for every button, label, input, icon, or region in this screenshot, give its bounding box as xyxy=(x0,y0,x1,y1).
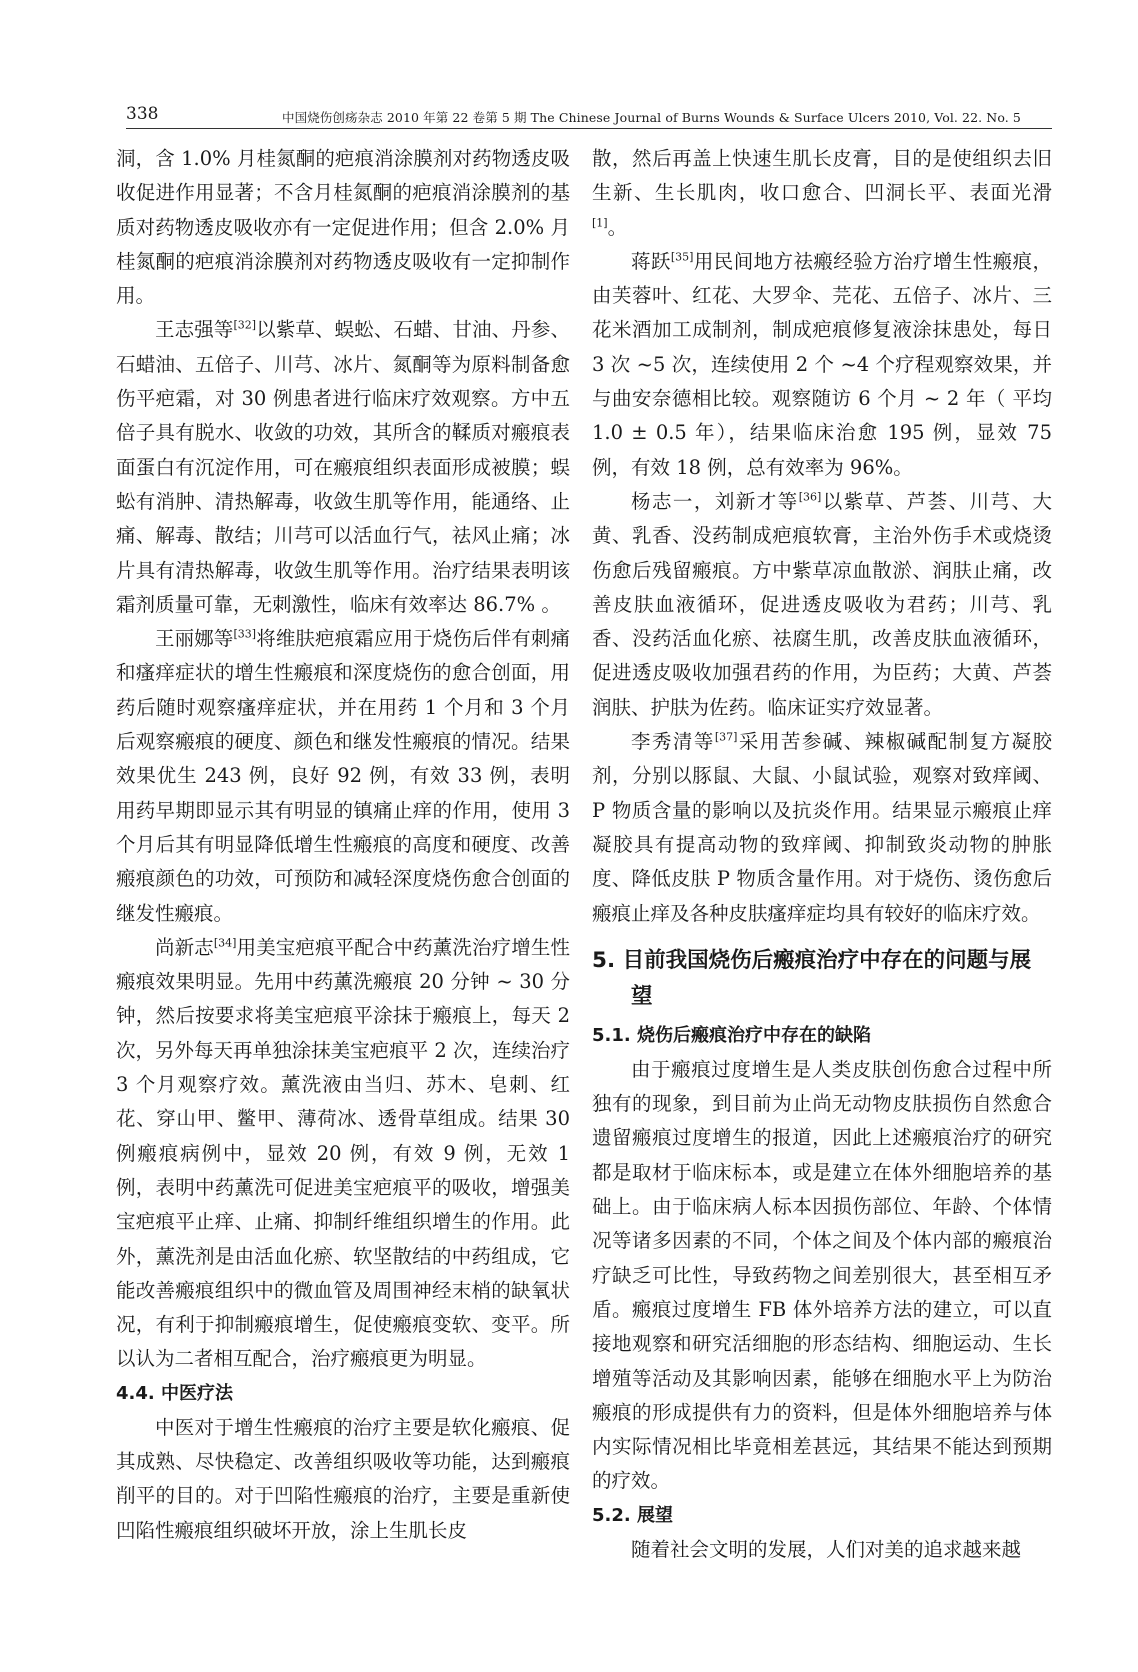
citation: [1] xyxy=(592,216,608,230)
citation: [33] xyxy=(233,627,257,641)
paragraph xyxy=(116,622,570,931)
text-run: 以紫草、芦荟、川芎、大黄、乳香、没药制成疤痕软膏，主治外伤手术或烧烫伤愈后残留瘢痕。方中紫草凉血散淤、润肤止痛，改善皮肤血液循环，促进透皮吸收为君药；川芎、乳香、没药活血化瘀、祛腐生肌，改善皮肤血液循环，促进透皮吸收加强君药的作用，为臣药；大黄、芦荟润肤、护肤为佐药。临床证实疗效显著。 xyxy=(592,489,1052,719)
paragraph xyxy=(592,142,1052,245)
paragraph xyxy=(592,725,1052,931)
paragraph: 随着社会文明的发展，人们对美的追求越来越 xyxy=(631,1537,1022,1561)
paragraph xyxy=(116,313,570,622)
running-header: 中国烧伤创疡杂志 2010 年第 22 卷第 5 期 The Chinese Journal of Burns Wounds & Surface Ulcers 2010, Vol. 22. No. 5 xyxy=(282,110,1021,125)
text-run: 以紫草、蜈蚣、石蜡、甘油、丹参、石蜡油、五倍子、川芎、冰片、氮酮等为原料制备愈伤平疤霜，对 30 例患者进行临床疗效观察。方中五倍子具有脱水、收敛的功效，其所含的鞣质对瘢痕表面蛋白有沉淀作用，可在瘢痕组织表面形成被膜；蜈蚣有消肿、清热解毒，收敛生肌等作用，能通络、止痛、解毒、散结；川芎可以活血行气，祛风止痛；冰片具有清热解毒，收敛生肌等作用。治疗结果表明该霜剂质量可靠，无刺激性，临床有效率达 86.7% 。 xyxy=(116,318,570,616)
text-run: 将维肤疤痕霜应用于烧伤后伴有刺痛和瘙痒症状的增生性瘢痕和深度烧伤的愈合创面，用药后随时观察瘙痒症状，并在用药 1 个月和 3 个月后观察瘢痕的硬度、颜色和继发性瘢痕的情况。结果效果优生 243 例，良好 92 例，有效 33 例，表明用药早期即显示其有明显的镇痛止痒的作用，使用 3 个月后其有明显降低增生性瘢痕的高度和硬度、改善瘢痕颜色的功效，可预防和减轻深度烧伤愈合创面的继发性瘢痕。 xyxy=(116,627,570,925)
text-run: 用民间地方祛瘢经验方治疗增生性瘢痕，由芙蓉叶、红花、大罗伞、芫花、五倍子、冰片、三花米酒加工成制剂，制成疤痕修复液涂抹患处，每日 3 次 ~5 次，连续使用 2 个 ~4 个疗程观察效果，并与曲安奈德相比较。观察随访 6 个月 ~ 2 年（ 平均 1.0 ± 0.5 年），结果临床治愈 195 例，显效 75 例，有效 18 例，总有效率为 96%。 xyxy=(592,249,1052,479)
text-run: 尚新志 xyxy=(155,935,214,959)
paragraph xyxy=(116,931,570,1377)
subsection-heading: 5.1. 烧伤后瘢痕治疗中存在的缺陷 xyxy=(592,1024,871,1046)
citation: [37] xyxy=(714,730,738,744)
paragraph: 中医对于增生性瘢痕的治疗主要是软化瘢痕、促其成熟、尽快稳定、改善组织吸收等功能，达到瘢痕削平的目的。对于凹陷性瘢痕的治疗，主要是重新使凹陷性瘢痕组织破坏开放，涂上生肌长皮 xyxy=(116,1415,570,1542)
section-heading: 5. 目前我国烧伤后瘢痕治疗中存在的问题与展望 xyxy=(592,947,1032,1009)
page-number: 338 xyxy=(126,104,159,124)
text-run: 。 xyxy=(607,215,628,239)
citation: [35] xyxy=(670,250,694,264)
paragraph: 由于瘢痕过度增生是人类皮肤创伤愈合过程中所独有的现象，到目前为止尚无动物皮肤损伤自然愈合遗留瘢痕过度增生的报道，因此上述瘢痕治疗的研究都是取材于临床标本，或是建立在体外细胞培养的基础上。由于临床病人标本因损伤部位、年龄、个体情况等诸多因素的不同，个体之间及个体内部的瘢痕治疗缺乏可比性，导致药物之间差别很大，甚至相互矛盾。瘢痕过度增生 FB 体外培养方法的建立，可以直接地观察和研究活细胞的形态结构、细胞运动、生长增殖等活动及其影响因素，能够在细胞水平上为防治瘢痕的形成提供有力的资料，但是体外细胞培养与体内实际情况相比毕竟相差甚远，其结果不能达到预期的疗效。 xyxy=(592,1057,1052,1493)
text-run: 用美宝疤痕平配合中药薰洗治疗增生性瘢痕效果明显。先用中药薰洗瘢痕 20 分钟 ~ 30 分钟，然后按要求将美宝疤痕平涂抹于瘢痕上，每天 2 次，另外每天再单独涂抹美宝疤痕平 2 次，连续治疗 3 个月观察疗效。薰洗液由当归、苏木、皂刺、红花、穿山甲、鳖甲、薄荷冰、透骨草组成。结果 30 例瘢痕病例中，显效 20 例，有效 9 例，无效 1 例，表明中药薰洗可促进美宝疤痕平的吸收，增强美宝疤痕平止痒、止痛、抑制纤维组织增生的作用。此外，薰洗剂是由活血化瘀、软坚散结的中药组成，它能改善瘢痕组织中的微血管及周围神经末梢的缺氧状况，有利于抑制瘢痕增生，促使瘢痕变软、变平。所以认为二者相互配合，治疗瘢痕更为明显。 xyxy=(116,935,570,1371)
text-run: 杨志一，刘新才等 xyxy=(631,489,799,513)
citation: [36] xyxy=(798,490,822,504)
header-rule xyxy=(126,128,1052,129)
text-run: 采用苦参碱、辣椒碱配制复方凝胶剂，分别以豚鼠、大鼠、小鼠试验，观察对致痒阈、P 物质含量的影响以及抗炎作用。结果显示瘢痕止痒凝胶具有提高动物的致痒阈、抑制致炎动物的肿胀度、降低皮肤 P 物质含量作用。对于烧伤、烫伤愈后瘢痕止痒及各种皮肤瘙痒症均具有较好的临床疗效。 xyxy=(592,730,1052,925)
right-column xyxy=(592,142,1052,1567)
text-run: 李秀清等 xyxy=(631,730,715,754)
paragraph: 洞，含 1.0% 月桂氮酮的疤痕消涂膜剂对药物透皮吸收促进作用显著；不含月桂氮酮的疤痕消涂膜剂的基质对药物透皮吸收亦有一定促进作用；但含 2.0% 月桂氮酮的疤痕消涂膜剂对药物透皮吸收有一定抑制作用。 xyxy=(116,147,570,308)
paragraph xyxy=(592,245,1052,485)
left-column xyxy=(116,142,570,1548)
text-run: 蒋跃 xyxy=(631,249,671,273)
citation: [34] xyxy=(213,936,237,950)
text-run: 散，然后再盖上快速生肌长皮膏，目的是使组织去旧生新、生长肌肉，收口愈合、凹洞长平、表面光滑 xyxy=(592,147,1052,205)
paragraph xyxy=(592,485,1052,725)
subsection-heading: 5.2. 展望 xyxy=(592,1504,673,1526)
text-run: 王丽娜等 xyxy=(155,627,234,651)
citation: [32] xyxy=(233,318,257,332)
text-run: 王志强等 xyxy=(155,318,234,342)
subsection-heading: 4.4. 中医疗法 xyxy=(116,1382,233,1404)
